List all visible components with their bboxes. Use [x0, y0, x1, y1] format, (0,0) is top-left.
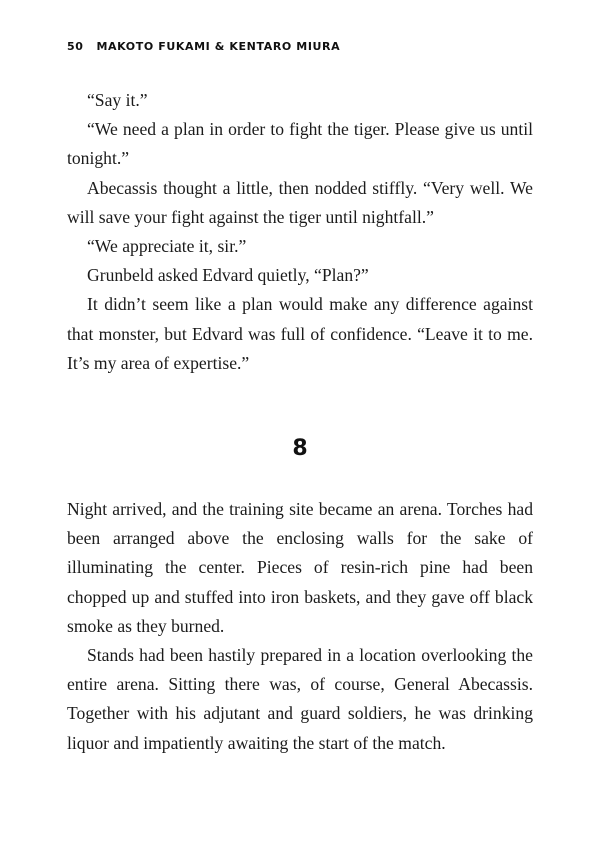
- running-head: [67, 40, 340, 53]
- page-number: 50: [67, 40, 84, 53]
- section-number: 8: [292, 436, 308, 461]
- author-names: MAKOTO FUKAMI & KENTARO MIURA: [96, 40, 341, 53]
- paragraph: “We appreciate it, sir.”: [87, 236, 247, 257]
- paragraph: Stands had been hastily prepared in a location overlooking the entire arena. Sitting there was, of course, General Abecassis. Together with his adjutant and guard soldiers, he was drinking liquor and impatiently awaiting the start of the match.: [67, 645, 533, 753]
- paragraph: Grunbeld asked Edvard quietly, “Plan?”: [87, 265, 369, 286]
- paragraph: Night arrived, and the training site became an arena. Torches had been arranged above the enclosing walls for the sake of illuminating the center. Pieces of resin-rich pine had been chopped up and stuffed into iron baskets, and they gave off black smoke as they burned.: [67, 499, 533, 636]
- paragraph: It didn’t seem like a plan would make any difference against that monster, but Edvard was full of confidence. “Leave it to me. It’s my area of expertise.”: [67, 294, 533, 373]
- paragraph: Abecassis thought a little, then nodded stiffly. “Very well. We will save your fight against the tiger until nightfall.”: [67, 177, 533, 227]
- text-block-before-break: [67, 86, 533, 378]
- text-block-after-break: [67, 495, 533, 758]
- paragraph: “We need a plan in order to fight the tiger. Please give us until tonight.”: [67, 119, 533, 169]
- paragraph: “Say it.”: [87, 90, 148, 110]
